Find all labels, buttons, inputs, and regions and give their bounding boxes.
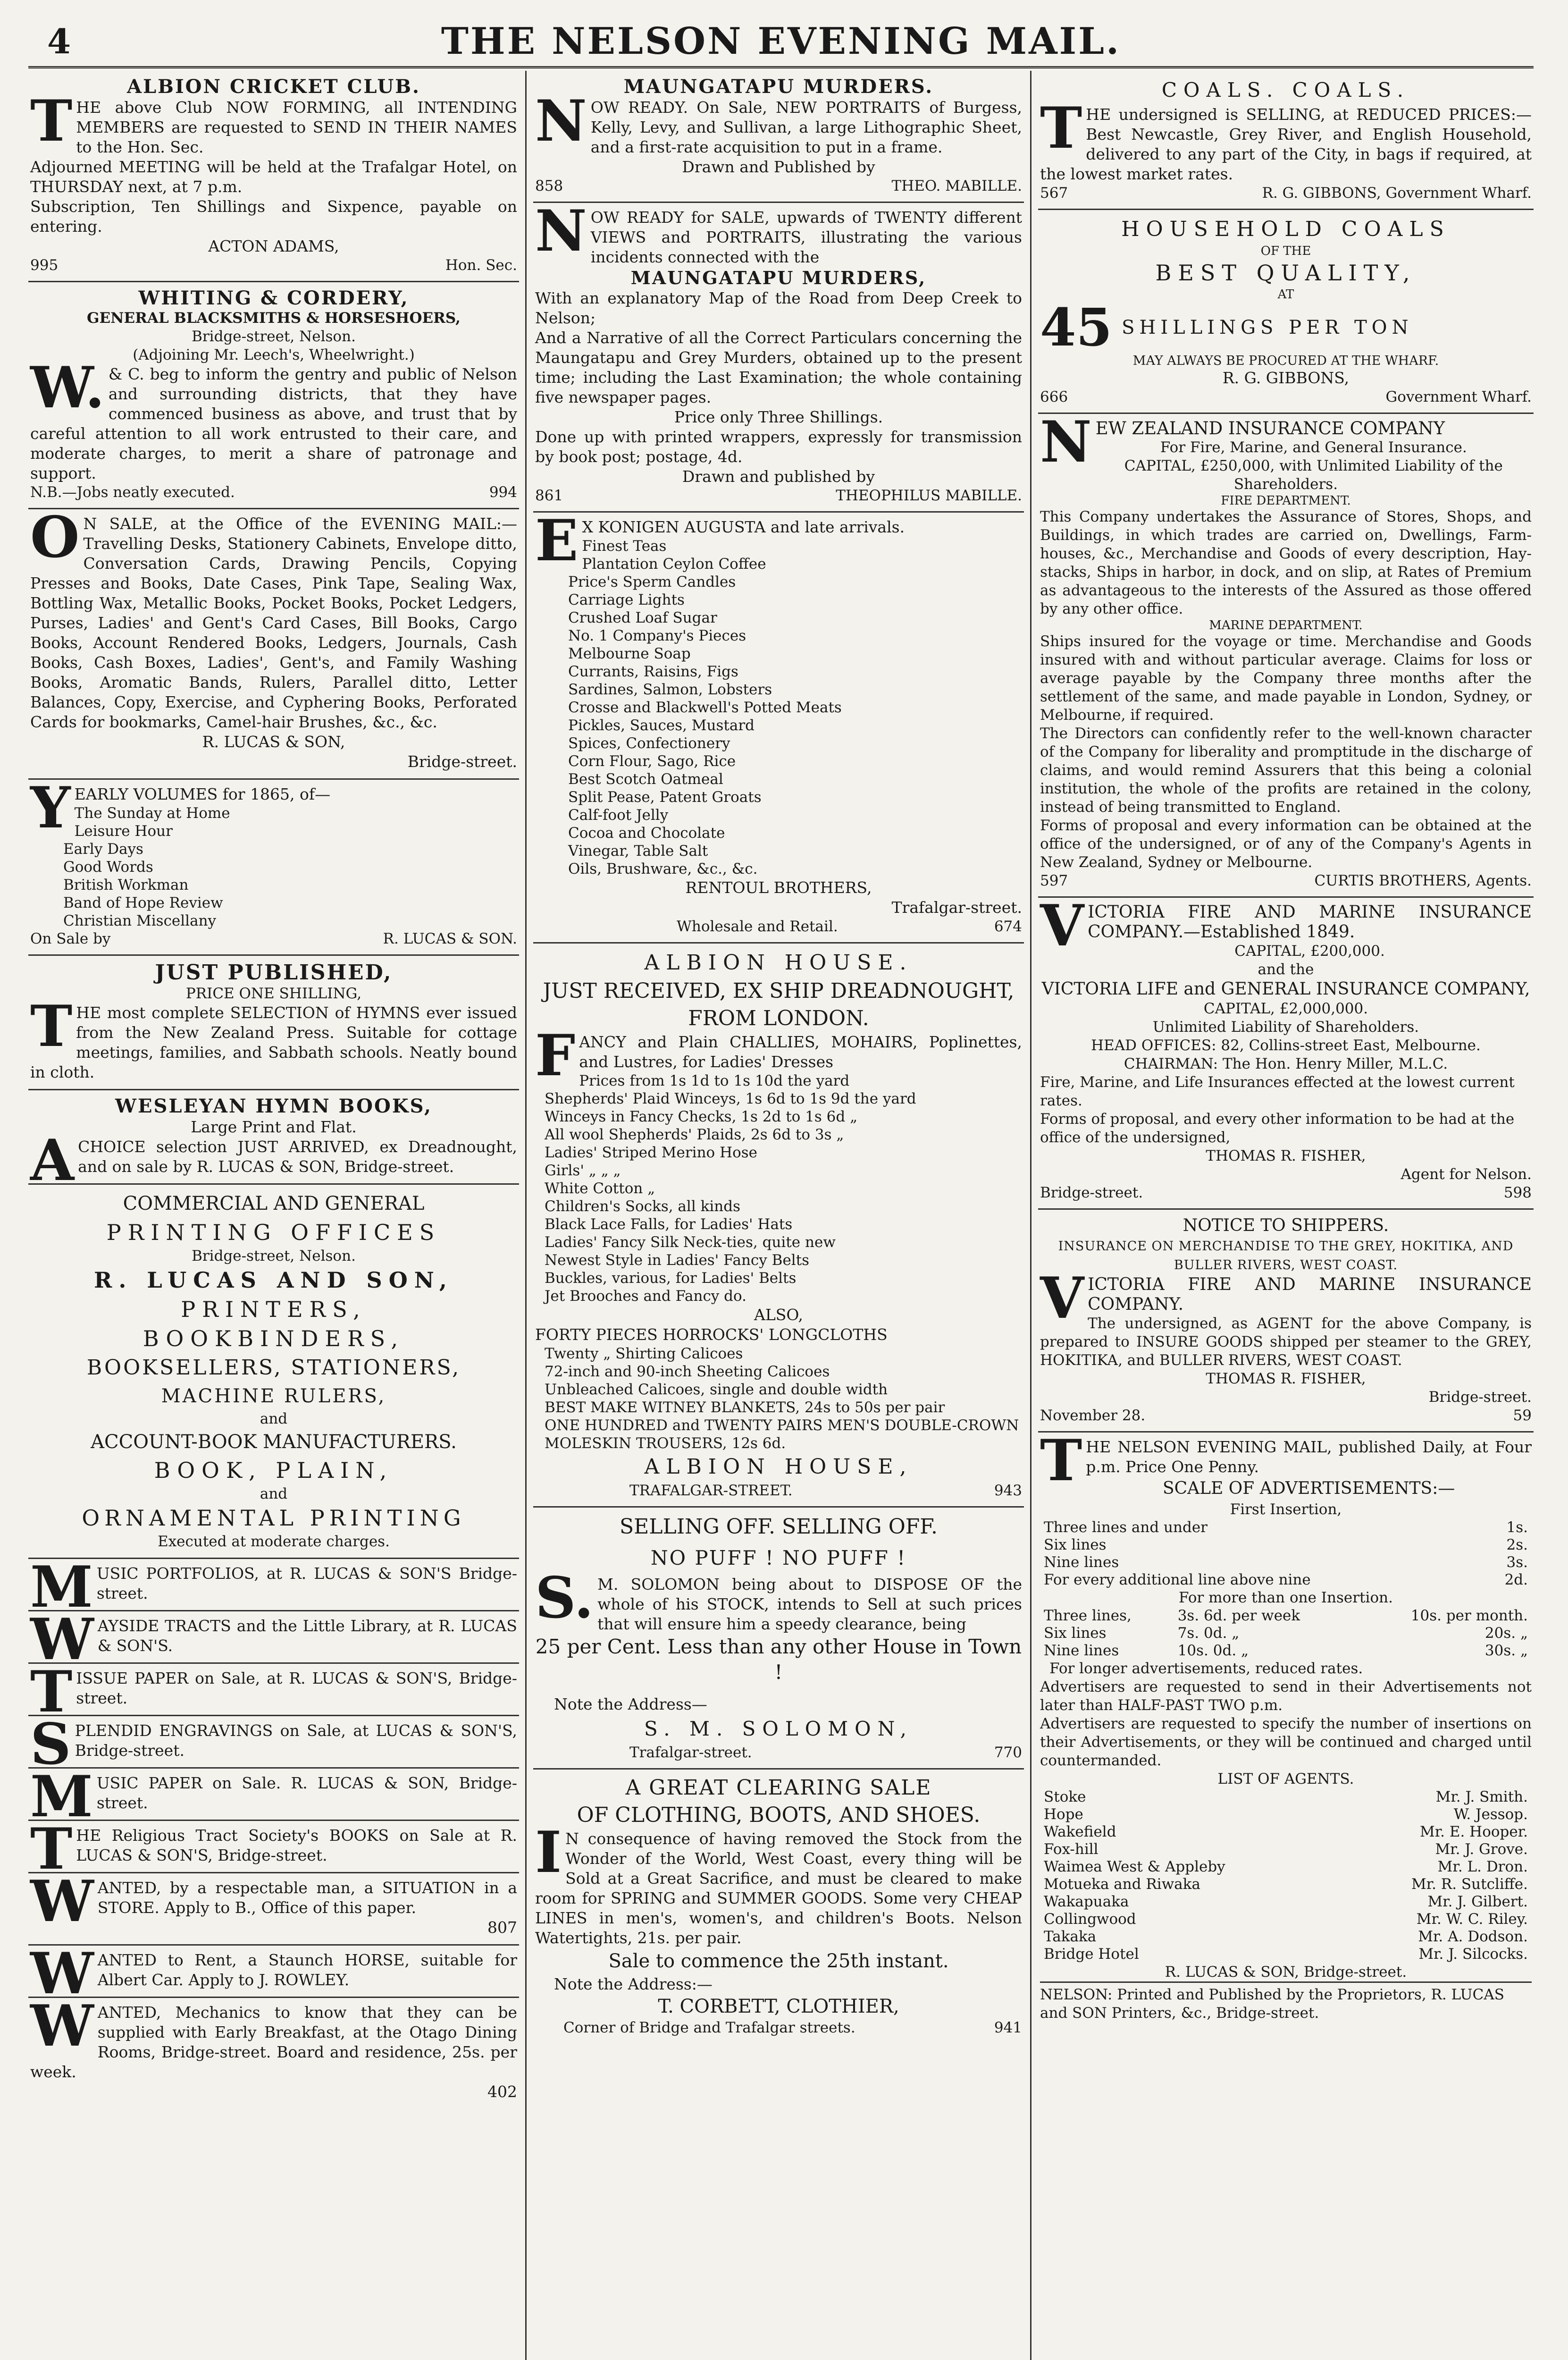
ad-number: 598 bbox=[1503, 1184, 1532, 1201]
ad-text: Drawn and Published by bbox=[682, 158, 875, 176]
ad-number: 995 bbox=[30, 257, 59, 274]
ad-number: 402 bbox=[487, 2082, 517, 2101]
ad-text: The Directors can confidently refer to the well-known character of the Company for liberality and promptitude in the discharge of claims, and would remind Assurers that this being a colonial institution, the whole of the profits are retained in the colony, instead of being transmitted to England. bbox=[1040, 725, 1532, 816]
ad-text: Subscription, Ten Shillings and Sixpence, payable on entering. bbox=[30, 197, 517, 236]
list-item: British Workman bbox=[63, 877, 189, 893]
ad-heading: SCALE OF ADVERTISEMENTS:— bbox=[1162, 1479, 1455, 1498]
list-item: No. 1 Company's Pieces bbox=[568, 627, 746, 644]
price-number: 45 bbox=[1040, 297, 1113, 358]
ad-line: Executed at moderate charges. bbox=[158, 1533, 390, 1550]
ad-capital: CAPITAL, £250,000, with Unlimited Liability of the Shareholders. bbox=[1124, 457, 1503, 493]
ad-subtitle: NO PUFF ! NO PUFF ! bbox=[650, 1546, 907, 1569]
ad-subtitle: GENERAL BLACKSMITHS & HORSESHOERS, bbox=[87, 310, 461, 327]
small-ad bbox=[28, 1816, 519, 1882]
ad-signature: THOMAS R. FISHER, bbox=[1206, 1370, 1366, 1387]
ad-signature: CURTIS BROTHERS, Agents. bbox=[1314, 872, 1532, 889]
ad-text: THE NELSON EVENING MAIL, published Daily, at Four p.m. Price One Penny. bbox=[1040, 1427, 1532, 1494]
ad-title: VICTORIA LIFE and GENERAL INSURANCE COMPANY, bbox=[1041, 979, 1530, 999]
ad-title: COALS. COALS. bbox=[1161, 78, 1410, 101]
list-item: Ladies' Fancy Silk Neck-ties, quite new bbox=[545, 1234, 836, 1251]
list-item: Pickles, Sauces, Mustard bbox=[568, 717, 755, 734]
list-item: Band of Hope Review bbox=[63, 894, 223, 911]
table-cell: Fox-hill bbox=[1044, 1841, 1098, 1858]
item-list bbox=[535, 537, 1022, 878]
list-item: Finest Teas bbox=[582, 538, 667, 555]
ad-signature: R. G. GIBBONS, Government Wharf. bbox=[1262, 185, 1532, 202]
ad-printing-offices bbox=[28, 1185, 519, 1559]
ad-line: AT bbox=[1277, 287, 1294, 302]
ad-text: This Company undertakes the Assurance of Stores, Shops, and Buildings, in which trades are carried on, Dwellings, Farm-houses, &c., Merchandise and Goods of every description, Hay-stacks, Ships in harbor, in dock, and on slip, at Rates of Premium as advantageous to the interests of the Assured as those offered by any other office. bbox=[1040, 508, 1532, 617]
ad-number: 858 bbox=[535, 177, 563, 194]
ad-yearly-volumes bbox=[28, 775, 519, 956]
ad-text: Wholesale and Retail. bbox=[677, 918, 838, 935]
ad-text: MUSIC PORTFOLIOS, at R. LUCAS & SON'S Bridge-street. bbox=[30, 1554, 517, 1620]
ad-capital: CAPITAL, £2,000,000. bbox=[1203, 1000, 1368, 1017]
list-item: Crosse and Blackwell's Potted Meats bbox=[568, 699, 842, 716]
ad-title: MAUNGATAPU MURDERS. bbox=[623, 76, 934, 98]
ad-evening-mail bbox=[1038, 1427, 1534, 2029]
ad-number: 597 bbox=[1040, 872, 1068, 889]
list-item: Calf-foot Jelly bbox=[568, 807, 669, 824]
column-1 bbox=[28, 71, 519, 2360]
ad-signature: ACTON ADAMS, bbox=[208, 237, 339, 255]
list-item: Sardines, Salmon, Lobsters bbox=[568, 681, 772, 698]
table-cell: Mr. J. Silcocks. bbox=[1418, 1946, 1528, 1963]
ad-wanted-horse bbox=[28, 1940, 519, 2007]
ad-price: PRICE ONE SHILLING, bbox=[185, 985, 362, 1002]
ad-line: ORNAMENTAL PRINTING bbox=[82, 1505, 466, 1531]
ad-line: and bbox=[260, 1485, 288, 1502]
list-item: Jet Brooches and Fancy do. bbox=[545, 1288, 746, 1305]
ad-text: FANCY and Plain CHALLIES, MOHAIRS, Poplinettes, and Lustres, for Ladies' Dresses bbox=[535, 1022, 1022, 1089]
ad-text: SPLENDID ENGRAVINGS on Sale, at LUCAS & SON'S, Bridge-street. bbox=[30, 1711, 517, 1778]
ad-address: Trafalgar-street. bbox=[629, 1744, 752, 1761]
ad-albion-house bbox=[533, 944, 1024, 1508]
ad-blacksmiths bbox=[28, 282, 519, 509]
ad-role: Hon. Sec. bbox=[445, 257, 517, 274]
ad-title: VICTORIA FIRE AND MARINE INSURANCE COMPANY. bbox=[1040, 1265, 1532, 1332]
list-item: Unbleached Calicoes, single and double width bbox=[545, 1381, 888, 1398]
list-item: Newest Style in Ladies' Fancy Belts bbox=[545, 1252, 810, 1269]
list-item: White Cotton „ bbox=[545, 1180, 655, 1197]
ad-signature: THOMAS R. FISHER, bbox=[1206, 1147, 1366, 1164]
table-cell: Six lines bbox=[1044, 1625, 1107, 1642]
ad-line: MACHINE RULERS, bbox=[161, 1385, 386, 1407]
ad-text: Note the Address— bbox=[554, 1695, 707, 1713]
ad-number: 994 bbox=[489, 484, 517, 501]
ad-text: Adjourned MEETING will be held at the Trafalgar Hotel, on THURSDAY next, at 7 p.m. bbox=[30, 158, 517, 196]
table-cell: Motueka and Riwaka bbox=[1044, 1876, 1200, 1893]
list-item: Prices from 1s 1d to 1s 10d the yard bbox=[579, 1072, 850, 1089]
ad-line: Bridge-street, Nelson. bbox=[192, 1247, 356, 1264]
table-row bbox=[1040, 1519, 1532, 1536]
ad-line: MAY ALWAYS BE PROCURED AT THE WHARF. bbox=[1132, 354, 1439, 368]
ad-text: WANTED, Mechanics to know that they can be supplied with Early Breakfast, at the Otago Dining Rooms, Bridge-street. Board and residence, 25s. per week. bbox=[30, 1993, 517, 2081]
ad-number: 567 bbox=[1040, 185, 1068, 202]
table-row bbox=[1040, 1607, 1532, 1625]
list-item: Good Words bbox=[63, 859, 153, 876]
table-cell: Six lines bbox=[1044, 1536, 1107, 1553]
table-row bbox=[1040, 1536, 1532, 1554]
list-item: Spices, Confectionery bbox=[568, 735, 730, 752]
ad-number: 861 bbox=[535, 487, 563, 504]
small-ad bbox=[28, 1763, 519, 1830]
table-cell: Takaka bbox=[1044, 1928, 1097, 1945]
ad-heading: FIRE DEPARTMENT. bbox=[1221, 494, 1351, 508]
ad-address: Bridge-street. bbox=[1428, 1389, 1532, 1406]
ad-title: HOUSEHOLD COALS bbox=[1121, 217, 1451, 241]
table-cell: Wakapuaka bbox=[1044, 1893, 1129, 1910]
table-cell: Mr. L. Dron. bbox=[1437, 1858, 1528, 1875]
ad-text: FORTY PIECES HORROCKS' LONGCLOTHS bbox=[535, 1325, 888, 1344]
imprint: NELSON: Printed and Published by the Proprietors, R. LUCAS and SON Printers, &c., Bridge-street. bbox=[1040, 1981, 1532, 2023]
list-item: BEST MAKE WITNEY BLANKETS, 24s to 50s per pair bbox=[545, 1399, 945, 1416]
ad-hymn-books bbox=[28, 1090, 519, 1194]
list-item: Vinegar, Table Salt bbox=[568, 843, 708, 860]
ad-text: THE above Club NOW FORMING, all INTENDING MEMBERS are requested to SEND IN THEIR NAMES to the Hon. Sec. bbox=[30, 88, 517, 156]
ad-text: Forms of proposal and every information can be obtained at the office of the undersigned, or of any of the Company's Agents in New Zealand, Sydney or Melbourne. bbox=[1040, 817, 1532, 871]
ad-subtitle: For Fire, Marine, and General Insurance. bbox=[1160, 439, 1467, 456]
table-cell: Mr. J. Grove. bbox=[1435, 1841, 1528, 1858]
list-item: Christian Miscellany bbox=[63, 912, 217, 929]
list-item: 72-inch and 90-inch Sheeting Calicoes bbox=[545, 1363, 830, 1380]
table-cell: Mr. A. Dodson. bbox=[1418, 1928, 1528, 1945]
ad-line: First Insertion, bbox=[1230, 1501, 1342, 1518]
table-cell: Wakefield bbox=[1044, 1823, 1116, 1840]
small-ad bbox=[28, 1606, 519, 1673]
ad-text: Sale to commence the 25th instant. bbox=[608, 1950, 949, 1972]
ad-title: A GREAT CLEARING SALE bbox=[625, 1776, 932, 1800]
ad-address: TRAFALGAR-STREET. bbox=[629, 1482, 793, 1499]
masthead: THE NELSON EVENING MAIL. bbox=[441, 20, 1121, 63]
table-cell: Mr. J. Gilbert. bbox=[1427, 1893, 1528, 1910]
column-2 bbox=[533, 71, 1024, 2360]
ad-text: THE undersigned is SELLING, at REDUCED PRICES:— Best Newcastle, Grey River, and English Household, delivered to any part of the City, in bags if required, at the lowest market rates. bbox=[1040, 95, 1532, 183]
ad-text: WANTED to Rent, a Staunch HORSE, suitable for Albert Car. Apply to J. ROWLEY. bbox=[30, 1940, 517, 2007]
ad-line: and the bbox=[1258, 961, 1314, 978]
page-number: 4 bbox=[47, 21, 71, 61]
list-item: Girls' „ „ „ bbox=[545, 1162, 621, 1179]
table-row bbox=[1040, 1841, 1532, 1858]
ad-wanted-mechanics bbox=[28, 1993, 519, 2108]
ad-text: With an explanatory Map of the Road from Deep Creek to Nelson; bbox=[535, 289, 1022, 327]
table-row bbox=[1040, 1928, 1532, 1946]
ad-role: Agent for Nelson. bbox=[1400, 1166, 1532, 1183]
ad-address: Bridge-street. bbox=[407, 752, 517, 771]
column-rule bbox=[525, 71, 527, 2360]
ad-text: Note the Address:— bbox=[554, 1975, 713, 1993]
ad-household-coals bbox=[1038, 210, 1534, 414]
ad-title: ALBION CRICKET CLUB. bbox=[127, 76, 420, 98]
ad-number: 943 bbox=[994, 1482, 1022, 1499]
ad-selling-off bbox=[533, 1508, 1024, 1770]
ad-signature: R. LUCAS & SON, bbox=[202, 733, 345, 751]
ad-text: On Sale by bbox=[30, 930, 111, 947]
ad-subtitle: Large Print and Flat. bbox=[191, 1118, 357, 1136]
ad-text: Advertisers are requested to specify the number of insertions on their Advertisements, or they will be continued and charged until countermanded. bbox=[1040, 1715, 1532, 1769]
list-item: Shepherds' Plaid Winceys, 1s 6d to 1s 9d the yard bbox=[545, 1090, 916, 1107]
ad-line: BEST QUALITY, bbox=[1155, 260, 1417, 286]
ad-note: N.B.—Jobs neatly executed. bbox=[30, 484, 235, 501]
ad-title: WESLEYAN HYMN BOOKS, bbox=[115, 1095, 432, 1117]
list-item: Winceys in Fancy Checks, 1s 2d to 1s 6d „ bbox=[545, 1108, 858, 1125]
ad-title: VICTORIA FIRE AND MARINE INSURANCE COMPANY.—Established 1849. bbox=[1040, 893, 1532, 959]
ad-text: ON SALE, at the Office of the EVENING MAIL:—Travelling Desks, Stationery Cabinets, Envelope ditto, Conversation Cards, Drawing Pencils, Copying Presses and Books, Date Cases, Pink Tape, Sealing Wax, Bottling Wax, Metallic Books, Pocket Books, Pocket Ledgers, Purses, Ladies' and Gent's Card Cases, Bill Books, Cargo Books, Account Rendered Books, Ledgers, Journals, Cash Books, Cash Boxes, Ladies', Gent's, and Family Washing Books, Aromatic Bands, Rulers, Parallel ditto, Letter Balances, Copy, Exercise, and Cyphering Books, Perforated Cards for bookmarks, Camel-hair Brushes, &c., &c. bbox=[30, 504, 517, 731]
ad-text: THE most complete SELECTION of HYMNS ever issued from the New Zealand Press. Suitable for cottage meetings, families, and Sabbath schools. Neatly bound in cloth. bbox=[30, 993, 517, 1081]
ad-signature: R. LUCAS & SON. bbox=[383, 930, 517, 947]
agents-table bbox=[1040, 1788, 1532, 1963]
column-3 bbox=[1038, 71, 1534, 2360]
ad-clearing-sale bbox=[533, 1770, 1024, 2043]
small-ads bbox=[28, 1554, 519, 1882]
ad-line: ACCOUNT-BOOK MANUFACTURERS. bbox=[91, 1431, 457, 1453]
table-cell: 3s. bbox=[1506, 1554, 1528, 1571]
ad-text: TISSUE PAPER on Sale, at R. LUCAS & SON'S, Bridge-street. bbox=[30, 1659, 517, 1725]
list-item: Plantation Ceylon Coffee bbox=[582, 556, 766, 573]
ad-line: R. LUCAS AND SON, bbox=[94, 1267, 453, 1293]
ad-text: ALSO, bbox=[754, 1306, 803, 1324]
table-cell: 20s. „ bbox=[1484, 1625, 1528, 1642]
list-item: Best Scotch Oatmeal bbox=[568, 771, 723, 788]
ad-number: 807 bbox=[487, 1918, 517, 1937]
table-cell: For every additional line above nine bbox=[1044, 1571, 1311, 1588]
ad-coals bbox=[1038, 71, 1534, 210]
table-cell: Mr. E. Hooper. bbox=[1419, 1823, 1528, 1840]
ad-number: 770 bbox=[994, 1744, 1022, 1761]
ad-line: PRINTERS, bbox=[181, 1297, 367, 1322]
ad-text: Fire, Marine, and Life Insurances effected at the lowest current rates. bbox=[1040, 1074, 1515, 1109]
ad-text: WANTED, by a respectable man, a SITUATION in a STORE. Apply to B., Office of this paper. bbox=[30, 1868, 517, 1935]
ad-line: HEAD OFFICES: 82, Collins-street East, Melbourne. bbox=[1091, 1037, 1481, 1054]
ad-line: For longer advertisements, reduced rates. bbox=[1049, 1660, 1363, 1677]
table-cell: 2d. bbox=[1504, 1571, 1528, 1588]
item-list bbox=[535, 1345, 1022, 1452]
table-cell: Nine lines bbox=[1044, 1642, 1119, 1659]
ad-address: Government Wharf. bbox=[1385, 388, 1532, 405]
ad-cricket-club bbox=[28, 71, 519, 282]
list-item: Currants, Raisins, Figs bbox=[568, 663, 738, 680]
list-item: Twenty „ Shirting Calicoes bbox=[545, 1345, 743, 1362]
table-cell: 3s. 6d. per week bbox=[1177, 1607, 1300, 1624]
ad-price: Price only Three Shillings. bbox=[674, 408, 883, 426]
ad-just-published bbox=[28, 956, 519, 1090]
ad-konigen-augusta bbox=[533, 507, 1024, 944]
rates-table bbox=[1040, 1607, 1532, 1660]
list-item: Oils, Brushware, &c., &c. bbox=[568, 860, 758, 877]
table-cell: W. Jessop. bbox=[1453, 1806, 1528, 1823]
table-cell: 1s. bbox=[1506, 1519, 1528, 1536]
table-row bbox=[1040, 1642, 1532, 1660]
list-item: Crushed Loaf Sugar bbox=[568, 609, 717, 626]
ad-date: November 28. bbox=[1040, 1407, 1146, 1424]
table-row bbox=[1040, 1788, 1532, 1806]
ad-subtitle: OF CLOTHING, BOOTS, AND SHOES. bbox=[577, 1803, 981, 1827]
list-item: Ladies' Striped Merino Hose bbox=[545, 1144, 758, 1161]
table-cell: Waimea West & Appleby bbox=[1044, 1858, 1225, 1875]
ad-text: THE Religious Tract Society's BOOKS on Sale at R. LUCAS & SON'S, Bridge-street. bbox=[30, 1816, 517, 1882]
ad-text: The undersigned, as AGENT for the above Company, is prepared to INSURE GOODS shipped per steamer to the GREY, HOKITIKA, and BULLER RIVERS, WEST COAST. bbox=[1040, 1315, 1532, 1369]
ad-title: JUST PUBLISHED, bbox=[155, 961, 393, 985]
table-row bbox=[1040, 1823, 1532, 1841]
list-item: Carriage Lights bbox=[568, 591, 685, 608]
ad-signature: THEOPHILUS MABILLE. bbox=[836, 487, 1022, 504]
table-cell: Bridge Hotel bbox=[1044, 1946, 1139, 1963]
table-row bbox=[1040, 1876, 1532, 1893]
table-cell: 7s. 0d. „ bbox=[1177, 1625, 1240, 1642]
ad-text: Done up with printed wrappers, expressly for transmission by book post; postage, 4d. bbox=[535, 428, 1022, 466]
table-cell: Hope bbox=[1044, 1806, 1083, 1823]
item-list bbox=[535, 1072, 1022, 1305]
ad-capital: CAPITAL, £200,000. bbox=[1234, 943, 1385, 960]
list-item: Split Pease, Patent Groats bbox=[568, 789, 762, 806]
ad-on-sale bbox=[28, 504, 519, 780]
ad-number: 941 bbox=[994, 2019, 1022, 2036]
ad-text: Drawn and published by bbox=[682, 467, 875, 486]
small-ad bbox=[28, 1659, 519, 1725]
table-cell: Nine lines bbox=[1044, 1554, 1119, 1571]
list-item: Price's Sperm Candles bbox=[568, 573, 736, 590]
ad-subtitle: INSURANCE ON MERCHANDISE TO THE GREY, HOKITIKA, AND BULLER RIVERS, WEST COAST. bbox=[1058, 1239, 1514, 1273]
ad-text: Advertisers are requested to send in their Advertisements not later than HALF-PAST TWO p.m. bbox=[1040, 1678, 1532, 1714]
ad-text: Ships insured for the voyage or time. Merchandise and Goods insured with and without particular average. Claims for loss or average payable by the Company three months after the settlement of the same, and made payable in London, Sydney, or Melbourne, if required. bbox=[1040, 633, 1532, 724]
ad-title: ALBION HOUSE. bbox=[644, 951, 913, 975]
table-cell: Collingwood bbox=[1044, 1911, 1136, 1928]
ad-address: Corner of Bridge and Trafalgar streets. bbox=[563, 2019, 855, 2036]
ad-victoria-insurance bbox=[1038, 893, 1534, 1210]
ad-number: 674 bbox=[994, 918, 1022, 935]
ad-text: MUSIC PAPER on Sale. R. LUCAS & SON, Bridge-street. bbox=[30, 1763, 517, 1830]
ad-address: Bridge-street. bbox=[1040, 1184, 1143, 1201]
table-row bbox=[1040, 1554, 1532, 1571]
ad-signature: R. G. GIBBONS, bbox=[1222, 369, 1350, 387]
table-cell: Three lines, bbox=[1044, 1607, 1132, 1624]
small-ad bbox=[28, 1554, 519, 1620]
ad-title: WHITING & CORDERY, bbox=[138, 287, 409, 309]
ad-text: YEARLY VOLUMES for 1865, of— bbox=[30, 775, 331, 841]
list-item: Early Days bbox=[63, 841, 143, 858]
ad-line: BOOK, PLAIN, bbox=[154, 1458, 394, 1483]
table-row bbox=[1040, 1625, 1532, 1642]
ad-line: and bbox=[260, 1410, 288, 1427]
ad-text: EX KONIGEN AUGUSTA and late arrivals. bbox=[535, 507, 905, 574]
table-cell: 30s. „ bbox=[1484, 1642, 1528, 1659]
rates-table bbox=[1040, 1519, 1532, 1589]
ad-title: NOTICE TO SHIPPERS. bbox=[1182, 1216, 1389, 1235]
ad-signature: THEO. MABILLE. bbox=[891, 177, 1022, 194]
ad-text: NOW READY. On Sale, NEW PORTRAITS of Burgess, Kelly, Levy, and Sullivan, a large Lithographic Sheet, and a first-rate acquisition to put in a frame. bbox=[535, 88, 1022, 156]
list-item: All wool Shepherds' Plaids, 2s 6d to 3s „ bbox=[545, 1126, 844, 1143]
ad-line: BOOKSELLERS, STATIONERS, bbox=[86, 1356, 461, 1380]
ad-subtitle: JUST RECEIVED, EX SHIP DREADNOUGHT, FROM LONDON. bbox=[543, 979, 1015, 1030]
list-item: ONE HUNDRED and TWENTY PAIRS MEN'S DOUBLE-CROWN MOLESKIN TROUSERS, 12s 6d. bbox=[545, 1417, 1019, 1452]
ad-address: (Adjoining Mr. Leech's, Wheelwright.) bbox=[133, 346, 415, 363]
table-cell: Three lines and under bbox=[1044, 1519, 1207, 1536]
table-row bbox=[1040, 1571, 1532, 1589]
ad-wanted-situation bbox=[28, 1868, 519, 1946]
ad-murders-views bbox=[533, 198, 1024, 513]
ad-nz-insurance bbox=[1038, 409, 1534, 898]
list-item: Leisure Hour bbox=[74, 823, 173, 840]
ad-line: CHAIRMAN: The Hon. Henry Miller, M.L.C. bbox=[1124, 1055, 1448, 1072]
table-cell: Mr. R. Sutcliffe. bbox=[1411, 1876, 1528, 1893]
ad-text: And a Narrative of all the Correct Particulars concerning the Maungatapu and Grey Murders, obtained up to the present time; including the Last Examination; the whole containing five newspaper pages. bbox=[535, 329, 1022, 406]
item-list bbox=[30, 804, 517, 930]
ad-text: NOW READY for SALE, upwards of TWENTY different VIEWS and PORTRAITS, illustrating the various incidents connected with the bbox=[535, 198, 1022, 266]
list-item: Buckles, various, for Ladies' Belts bbox=[545, 1270, 797, 1287]
table-cell: Stoke bbox=[1044, 1788, 1086, 1805]
ad-text: ACHOICE selection JUST ARRIVED, ex Dreadnought, and on sale by R. LUCAS & SON, Bridge-street. bbox=[30, 1127, 517, 1194]
page-header bbox=[28, 9, 1534, 68]
ad-text: S.M. SOLOMON being about to DISPOSE OF the whole of his STOCK, intends to Sell at such prices that will ensure him a speedy clearance, being bbox=[535, 1565, 1022, 1633]
list-item: The Sunday at Home bbox=[74, 805, 230, 822]
ad-title: SELLING OFF. SELLING OFF. bbox=[620, 1515, 938, 1539]
ad-murders-portraits bbox=[533, 71, 1024, 203]
ad-heading: LIST OF AGENTS. bbox=[1217, 1770, 1354, 1787]
list-item: Corn Flour, Sago, Rice bbox=[568, 753, 736, 770]
list-item: Cocoa and Chocolate bbox=[568, 825, 725, 842]
ad-title: NEW ZEALAND INSURANCE COMPANY bbox=[1040, 409, 1445, 475]
ad-line: For more than one Insertion. bbox=[1179, 1589, 1393, 1606]
ad-heading: MARINE DEPARTMENT. bbox=[1209, 618, 1363, 632]
ad-number: 59 bbox=[1513, 1407, 1532, 1424]
ad-line: COMMERCIAL AND GENERAL bbox=[123, 1193, 425, 1214]
table-cell: 2s. bbox=[1506, 1536, 1528, 1553]
table-cell: 10s. per month. bbox=[1410, 1607, 1528, 1624]
ad-line: PRINTING OFFICES bbox=[106, 1220, 441, 1245]
table-row bbox=[1040, 1911, 1532, 1928]
table-row bbox=[1040, 1893, 1532, 1911]
table-row bbox=[1040, 1946, 1532, 1963]
table-cell: Mr. W. C. Riley. bbox=[1416, 1911, 1528, 1928]
table-cell: Mr. J. Smith. bbox=[1435, 1788, 1528, 1805]
list-item: Melbourne Soap bbox=[568, 645, 691, 662]
ad-heading: MAUNGATAPU MURDERS, bbox=[630, 267, 927, 288]
ad-signature: R. LUCAS & SON, Bridge-street. bbox=[1165, 1964, 1407, 1981]
ad-number: 666 bbox=[1040, 388, 1068, 405]
ad-notice-to-shippers bbox=[1038, 1210, 1534, 1433]
ad-address: Bridge-street, Nelson. bbox=[192, 328, 356, 345]
ad-text: WAYSIDE TRACTS and the Little Library, at R. LUCAS & SON'S. bbox=[30, 1606, 517, 1673]
ad-text: Forms of proposal, and every other information to be had at the office of the undersigned, bbox=[1040, 1111, 1515, 1146]
ad-line: Unlimited Liability of Shareholders. bbox=[1152, 1019, 1419, 1036]
ad-text: 25 per Cent. Less than any other House in Town ! bbox=[535, 1635, 1022, 1684]
small-ad bbox=[28, 1711, 519, 1778]
ad-line: SHILLINGS PER TON bbox=[1122, 317, 1413, 338]
ad-text: IN consequence of having removed the Stock from the Wonder of the World, West Coast, every thing will be Sold at a Great Sacrifice, and must be cleared to make room for SPRING and SUMMER GOODS. Some very CHEAP LINES in men's, women's, and children's Boots. Nelson Watertights, 21s. per pair. bbox=[535, 1819, 1022, 1947]
ad-line: BOOKBINDERS, bbox=[143, 1326, 405, 1351]
ad-line: OF THE bbox=[1260, 244, 1311, 258]
table-cell: 10s. 0d. „ bbox=[1177, 1642, 1249, 1659]
column-rule bbox=[1030, 71, 1031, 2360]
ad-address: Trafalgar-street. bbox=[891, 898, 1022, 917]
ad-signature: T. CORBETT, CLOTHIER, bbox=[658, 1996, 899, 2017]
ad-signature: RENTOUL BROTHERS, bbox=[685, 878, 872, 897]
ad-text: W.& C. beg to inform the gentry and public of Nelson and surrounding districts, that they have commenced business as above, and trust that by careful attention to all work entrusted to their care, and moderate charges, to merit a share of patronage and support. bbox=[30, 354, 517, 482]
ad-title: ALBION HOUSE, bbox=[644, 1455, 913, 1479]
table-row bbox=[1040, 1858, 1532, 1876]
table-row bbox=[1040, 1806, 1532, 1823]
ad-signature: S. M. SOLOMON, bbox=[644, 1717, 914, 1740]
list-item: Black Lace Falls, for Ladies' Hats bbox=[545, 1216, 793, 1233]
list-item: Children's Socks, all kinds bbox=[545, 1198, 741, 1215]
